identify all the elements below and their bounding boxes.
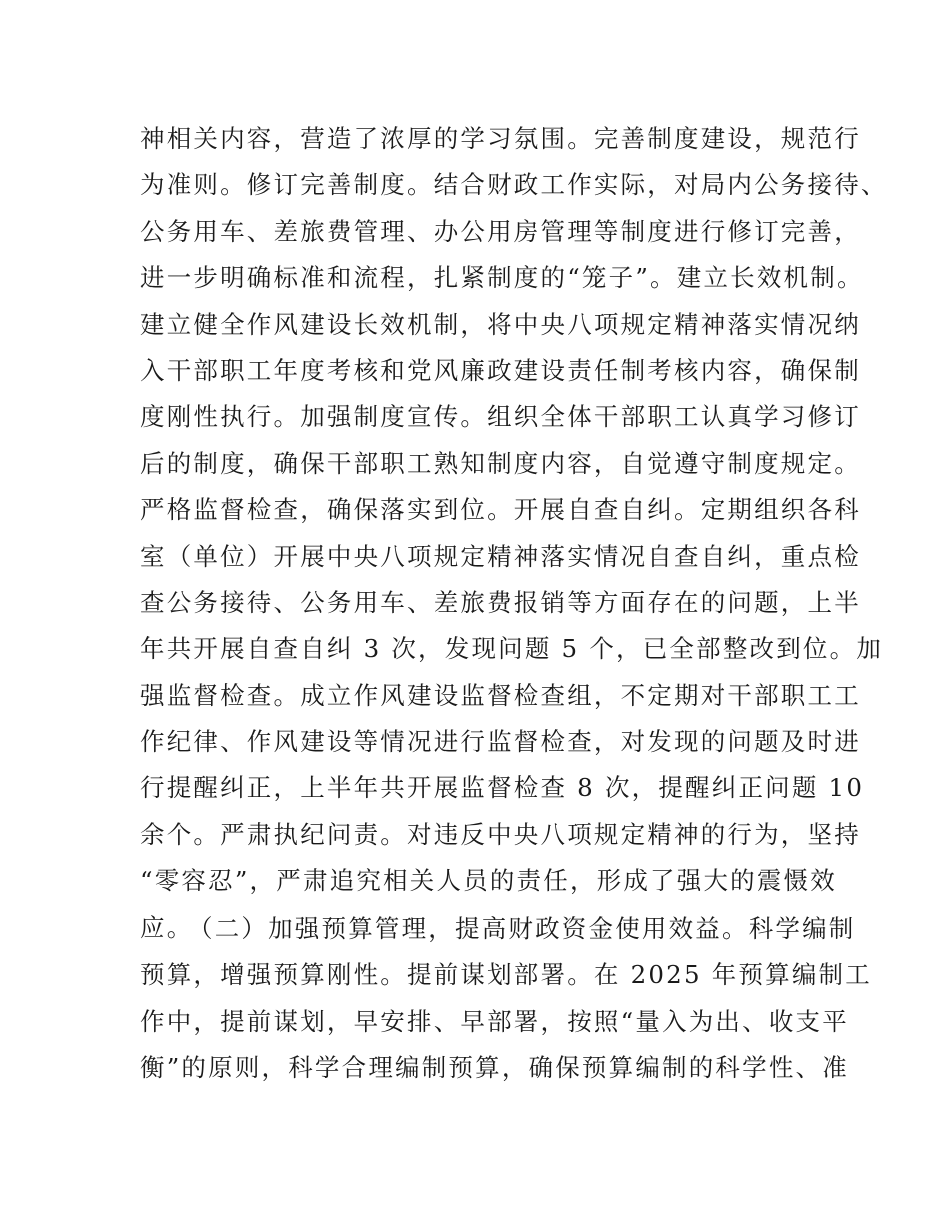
text-line: 入干部职工年度考核和党风廉政建设责任制考核内容，确保制 (140, 355, 861, 385)
text-line: 作纪律、作风建设等情况进行监督检查，对发现的问题及时进 (140, 727, 861, 757)
text-line: 应。 (140, 912, 194, 942)
text-line: 进一步明确标准和流程，扎紧制度的“笼子”。建立长效机制。 (140, 263, 864, 293)
text-line: 年共开展自查自纠 3 次，发现问题 5 个，已全部整改到位。加 (140, 634, 884, 664)
text-line: 严格监督检查，确保落实到位。开展自查自纠。定期组织各科 (140, 495, 861, 525)
text-line: 强监督检查。成立作风建设监督检查组，不定期对干部职工工 (140, 680, 861, 710)
text-line: “零容忍”，严肃追究相关人员的责任，形成了强大的震慑效 (140, 866, 837, 896)
text-line: 后的制度，确保干部职工熟知制度内容，自觉遵守制度规定。 (140, 448, 861, 478)
paragraph-budget-management (140, 906, 872, 1092)
text-line: 行提醒纠正，上半年共开展监督检查 8 次，提醒纠正问题 10 (140, 773, 865, 803)
text-line: 余个。严肃执纪问责。对违反中央八项规定精神的行为，坚持 (140, 819, 861, 849)
section-heading-line: （二）加强预算管理，提高财政资金使用效益。科学编制 (188, 914, 856, 943)
text-line: 室（单位）开展中央八项规定精神落实情况自查自纠，重点检 (140, 541, 861, 571)
paragraph-work-style (140, 116, 888, 951)
text-line: 作中，提前谋划，早安排、早部署，按照“量入为出、收支平 (140, 1006, 849, 1036)
text-line: 衡”的原则，科学合理编制预算，确保预算编制的科学性、准 (140, 1053, 849, 1083)
text-line: 查公务接待、公务用车、差旅费报销等方面存在的问题，上半 (140, 587, 861, 617)
text-line: 预算，增强预算刚性。提前谋划部署。在 2025 年预算编制工 (140, 960, 872, 990)
text-line: 为准则。修订完善制度。结合财政工作实际，对局内公务接待、 (140, 170, 888, 200)
text-line: 建立健全作风建设长效机制，将中央八项规定精神落实情况纳 (140, 309, 861, 339)
text-line: 度刚性执行。加强制度宣传。组织全体干部职工认真学习修订 (140, 402, 861, 432)
text-line: 神相关内容，营造了浓厚的学习氛围。完善制度建设，规范行 (140, 124, 861, 153)
text-line: 公务用车、差旅费管理、办公用房管理等制度进行修订完善， (140, 216, 861, 246)
